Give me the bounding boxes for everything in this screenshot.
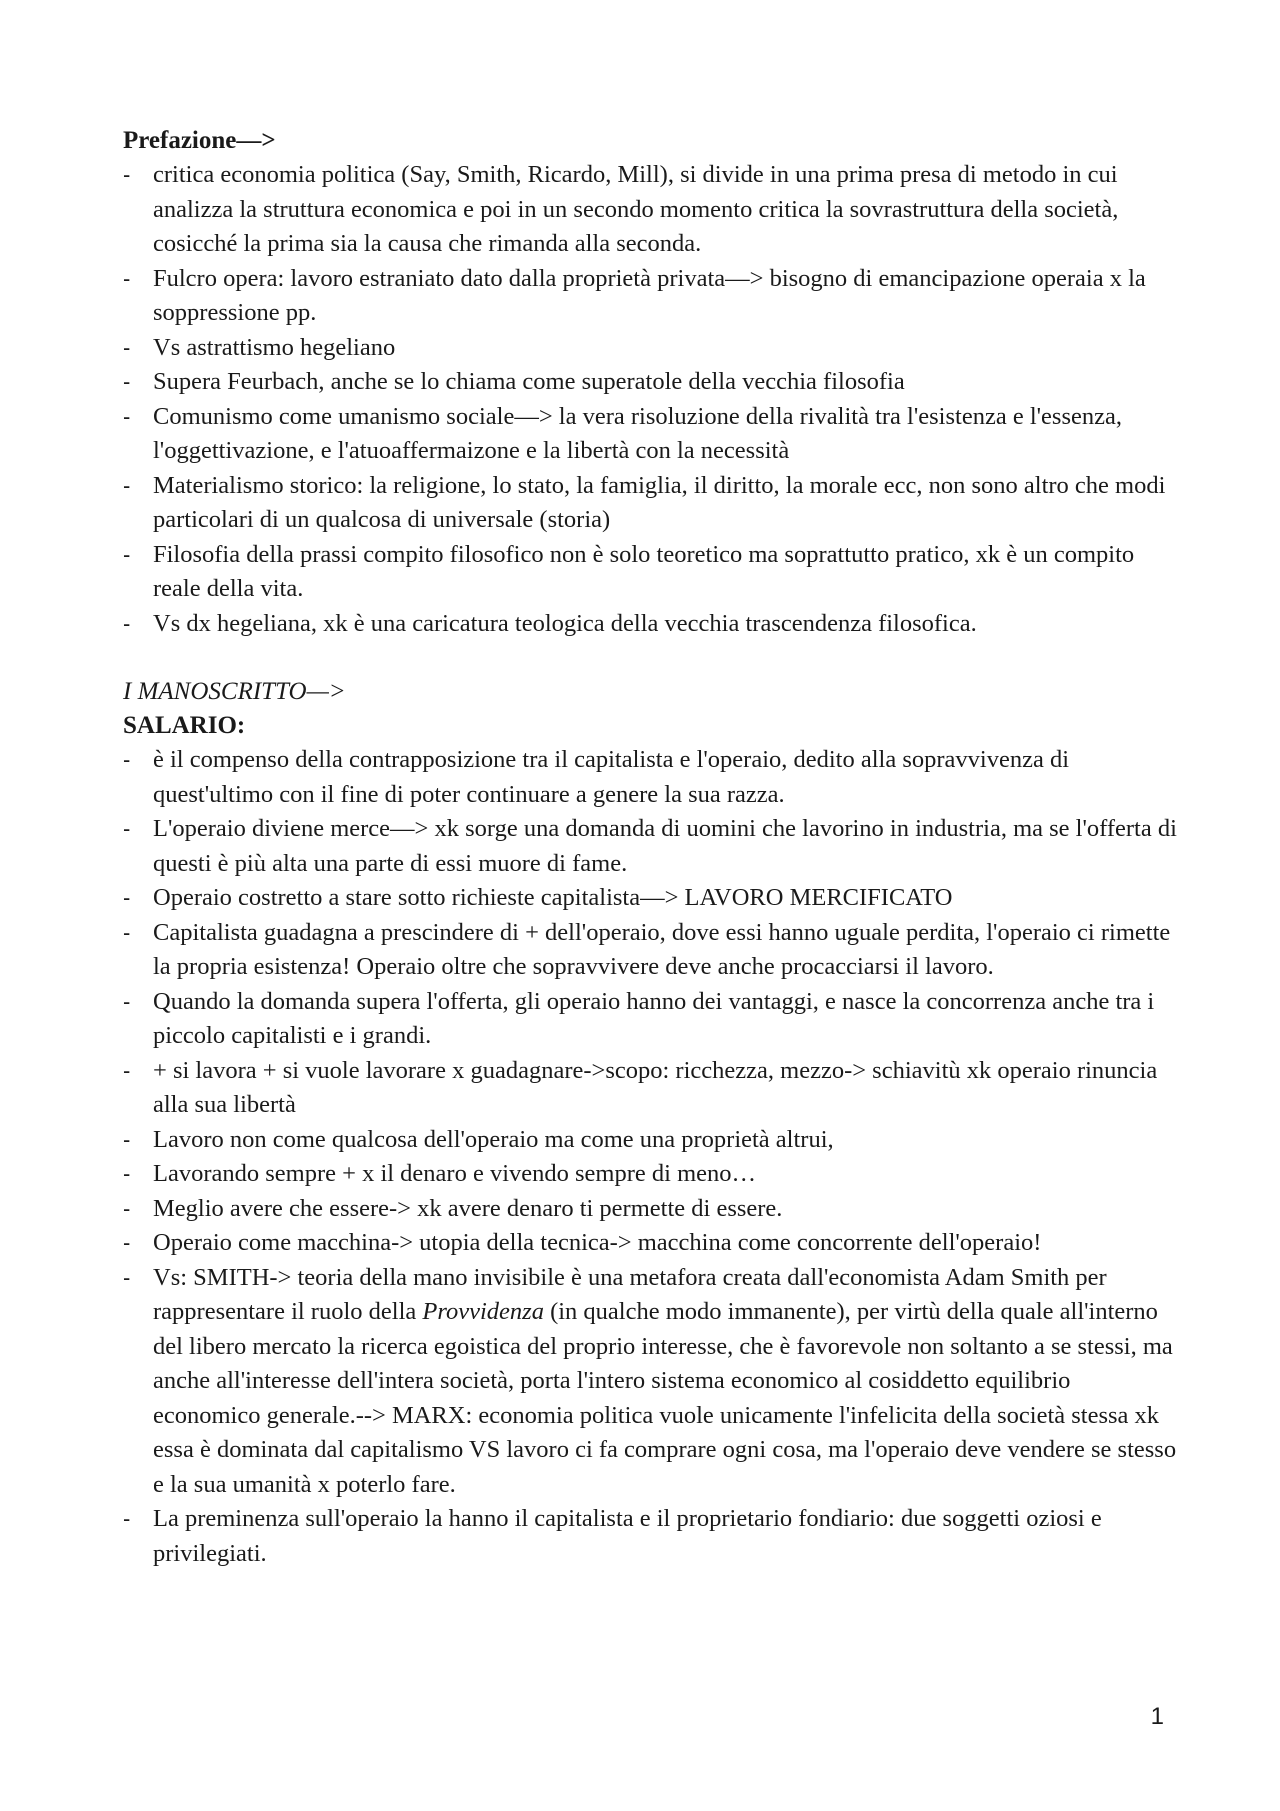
list-item: - La preminenza sull'operaio la hanno il capitalista e il proprietario fondiario: due soggetti oziosi e privilegiati. <box>123 1502 1183 1571</box>
dash-bullet-icon: - <box>123 1230 131 1255</box>
list-item: - Meglio avere che essere-> xk avere denaro ti permette di essere. <box>123 1192 1183 1227</box>
document-page <box>123 124 1183 1571</box>
list-item: - Supera Feurbach, anche se lo chiama come superatole della vecchia filosofia <box>123 365 1183 400</box>
list-item: - è il compenso della contrapposizione tra il capitalista e l'operaio, dedito alla sopravvivenza di quest'ultimo con il fine di poter continuare a genere la sua razza. <box>123 743 1183 812</box>
section-gap <box>123 641 1183 675</box>
list-item: - Materialismo storico: la religione, lo stato, la famiglia, il diritto, la morale ecc, non sono altro che modi particolari di un qualcosa di universale (storia) <box>123 469 1183 538</box>
page-number: 1 <box>1150 1703 1164 1730</box>
dash-bullet-icon: - <box>123 1126 131 1152</box>
dash-bullet-icon: - <box>123 1506 131 1531</box>
dash-bullet-icon: - <box>123 919 131 945</box>
dash-bullet-icon: - <box>123 988 131 1014</box>
dash-bullet-icon: - <box>123 747 131 772</box>
list-item: - Comunismo come umanismo sociale—> la vera risoluzione della rivalità tra l'esistenza e l'essenza, l'oggettivazione, e l'atuoaffermaizone e la libertà con la necessità <box>123 400 1183 469</box>
list-item: - Vs: SMITH-> teoria della mano invisibile è una metafora creata dall'economista Adam Smith per rappresentare il ruolo della Provvidenza (in qualche modo immanente), per virtù della quale all'interno del libero mercato la ricerca egoistica del proprio interesse, che è favorevole non soltanto a se stessi, ma anche all'interesse dell'intera società, porta l'intero sistema economico al cosiddetto equilibrio economico generale.--> MARX: economia politica vuole unicamente l'infelicita della società stessa xk essa è dominata dal capitalismo VS lavoro ci fa comprare ogni cosa, ma l'operaio deve vendere se stesso e la sua umanità x poterlo fare. <box>123 1261 1183 1503</box>
list-item: - Lavoro non come qualcosa dell'operaio ma come una proprietà altrui, <box>123 1123 1183 1158</box>
italic-term: Provvidenza <box>422 1298 544 1325</box>
salary-heading: SALARIO: <box>123 712 246 739</box>
list-item: - Operaio costretto a stare sotto richieste capitalista—> LAVORO MERCIFICATO <box>123 881 1183 916</box>
salary-list <box>123 743 1183 1571</box>
preface-heading: Prefazione—> <box>123 127 276 154</box>
dash-bullet-icon: - <box>123 610 131 636</box>
preface-list <box>123 158 1183 641</box>
list-item: - Lavorando sempre + x il denaro e vivendo sempre di meno… <box>123 1157 1183 1192</box>
list-item: - critica economia politica (Say, Smith, Ricardo, Mill), si divide in una prima presa di metodo in cui analizza la struttura economica e poi in un secondo momento critica la sovrastruttura della società, cosicché la prima sia la causa che rimanda alla seconda. <box>123 158 1183 262</box>
dash-bullet-icon: - <box>123 1195 131 1221</box>
dash-bullet-icon: - <box>123 472 131 498</box>
dash-bullet-icon: - <box>123 885 131 910</box>
list-item: - Operaio come macchina-> utopia della tecnica-> macchina come concorrente dell'operaio! <box>123 1226 1183 1261</box>
dash-bullet-icon: - <box>123 369 131 394</box>
list-item: - Filosofia della prassi compito filosofico non è solo teoretico ma soprattutto pratico, xk è un compito reale della vita. <box>123 538 1183 607</box>
list-item: - Vs astrattismo hegeliano <box>123 331 1183 366</box>
list-item: - Capitalista guadagna a prescindere di + dell'operaio, dove essi hanno uguale perdita, l'operaio ci rimette la propria esistenza! Operaio oltre che sopravvivere deve anche procacciarsi il lavoro. <box>123 916 1183 985</box>
dash-bullet-icon: - <box>123 162 131 187</box>
dash-bullet-icon: - <box>123 1057 131 1083</box>
dash-bullet-icon: - <box>123 1161 131 1186</box>
dash-bullet-icon: - <box>123 403 131 429</box>
manuscript-heading: I MANOSCRITTO—> <box>123 678 346 705</box>
dash-bullet-icon: - <box>123 334 131 360</box>
list-item: - Fulcro opera: lavoro estraniato dato dalla proprietà privata—> bisogno di emancipazione operaia x la soppressione pp. <box>123 262 1183 331</box>
dash-bullet-icon: - <box>123 541 131 567</box>
dash-bullet-icon: - <box>123 816 131 841</box>
dash-bullet-icon: - <box>123 1264 131 1290</box>
list-item: - Vs dx hegeliana, xk è una caricatura teologica della vecchia trascendenza filosofica. <box>123 607 1183 642</box>
dash-bullet-icon: - <box>123 265 131 291</box>
list-item: - Quando la domanda supera l'offerta, gli operaio hanno dei vantaggi, e nasce la concorrenza anche tra i piccolo capitalisti e i grandi. <box>123 985 1183 1054</box>
list-item: - + si lavora + si vuole lavorare x guadagnare->scopo: ricchezza, mezzo-> schiavitù xk operaio rinuncia alla sua libertà <box>123 1054 1183 1123</box>
list-item: - L'operaio diviene merce—> xk sorge una domanda di uomini che lavorino in industria, ma se l'offerta di questi è più alta una parte di essi muore di fame. <box>123 812 1183 881</box>
